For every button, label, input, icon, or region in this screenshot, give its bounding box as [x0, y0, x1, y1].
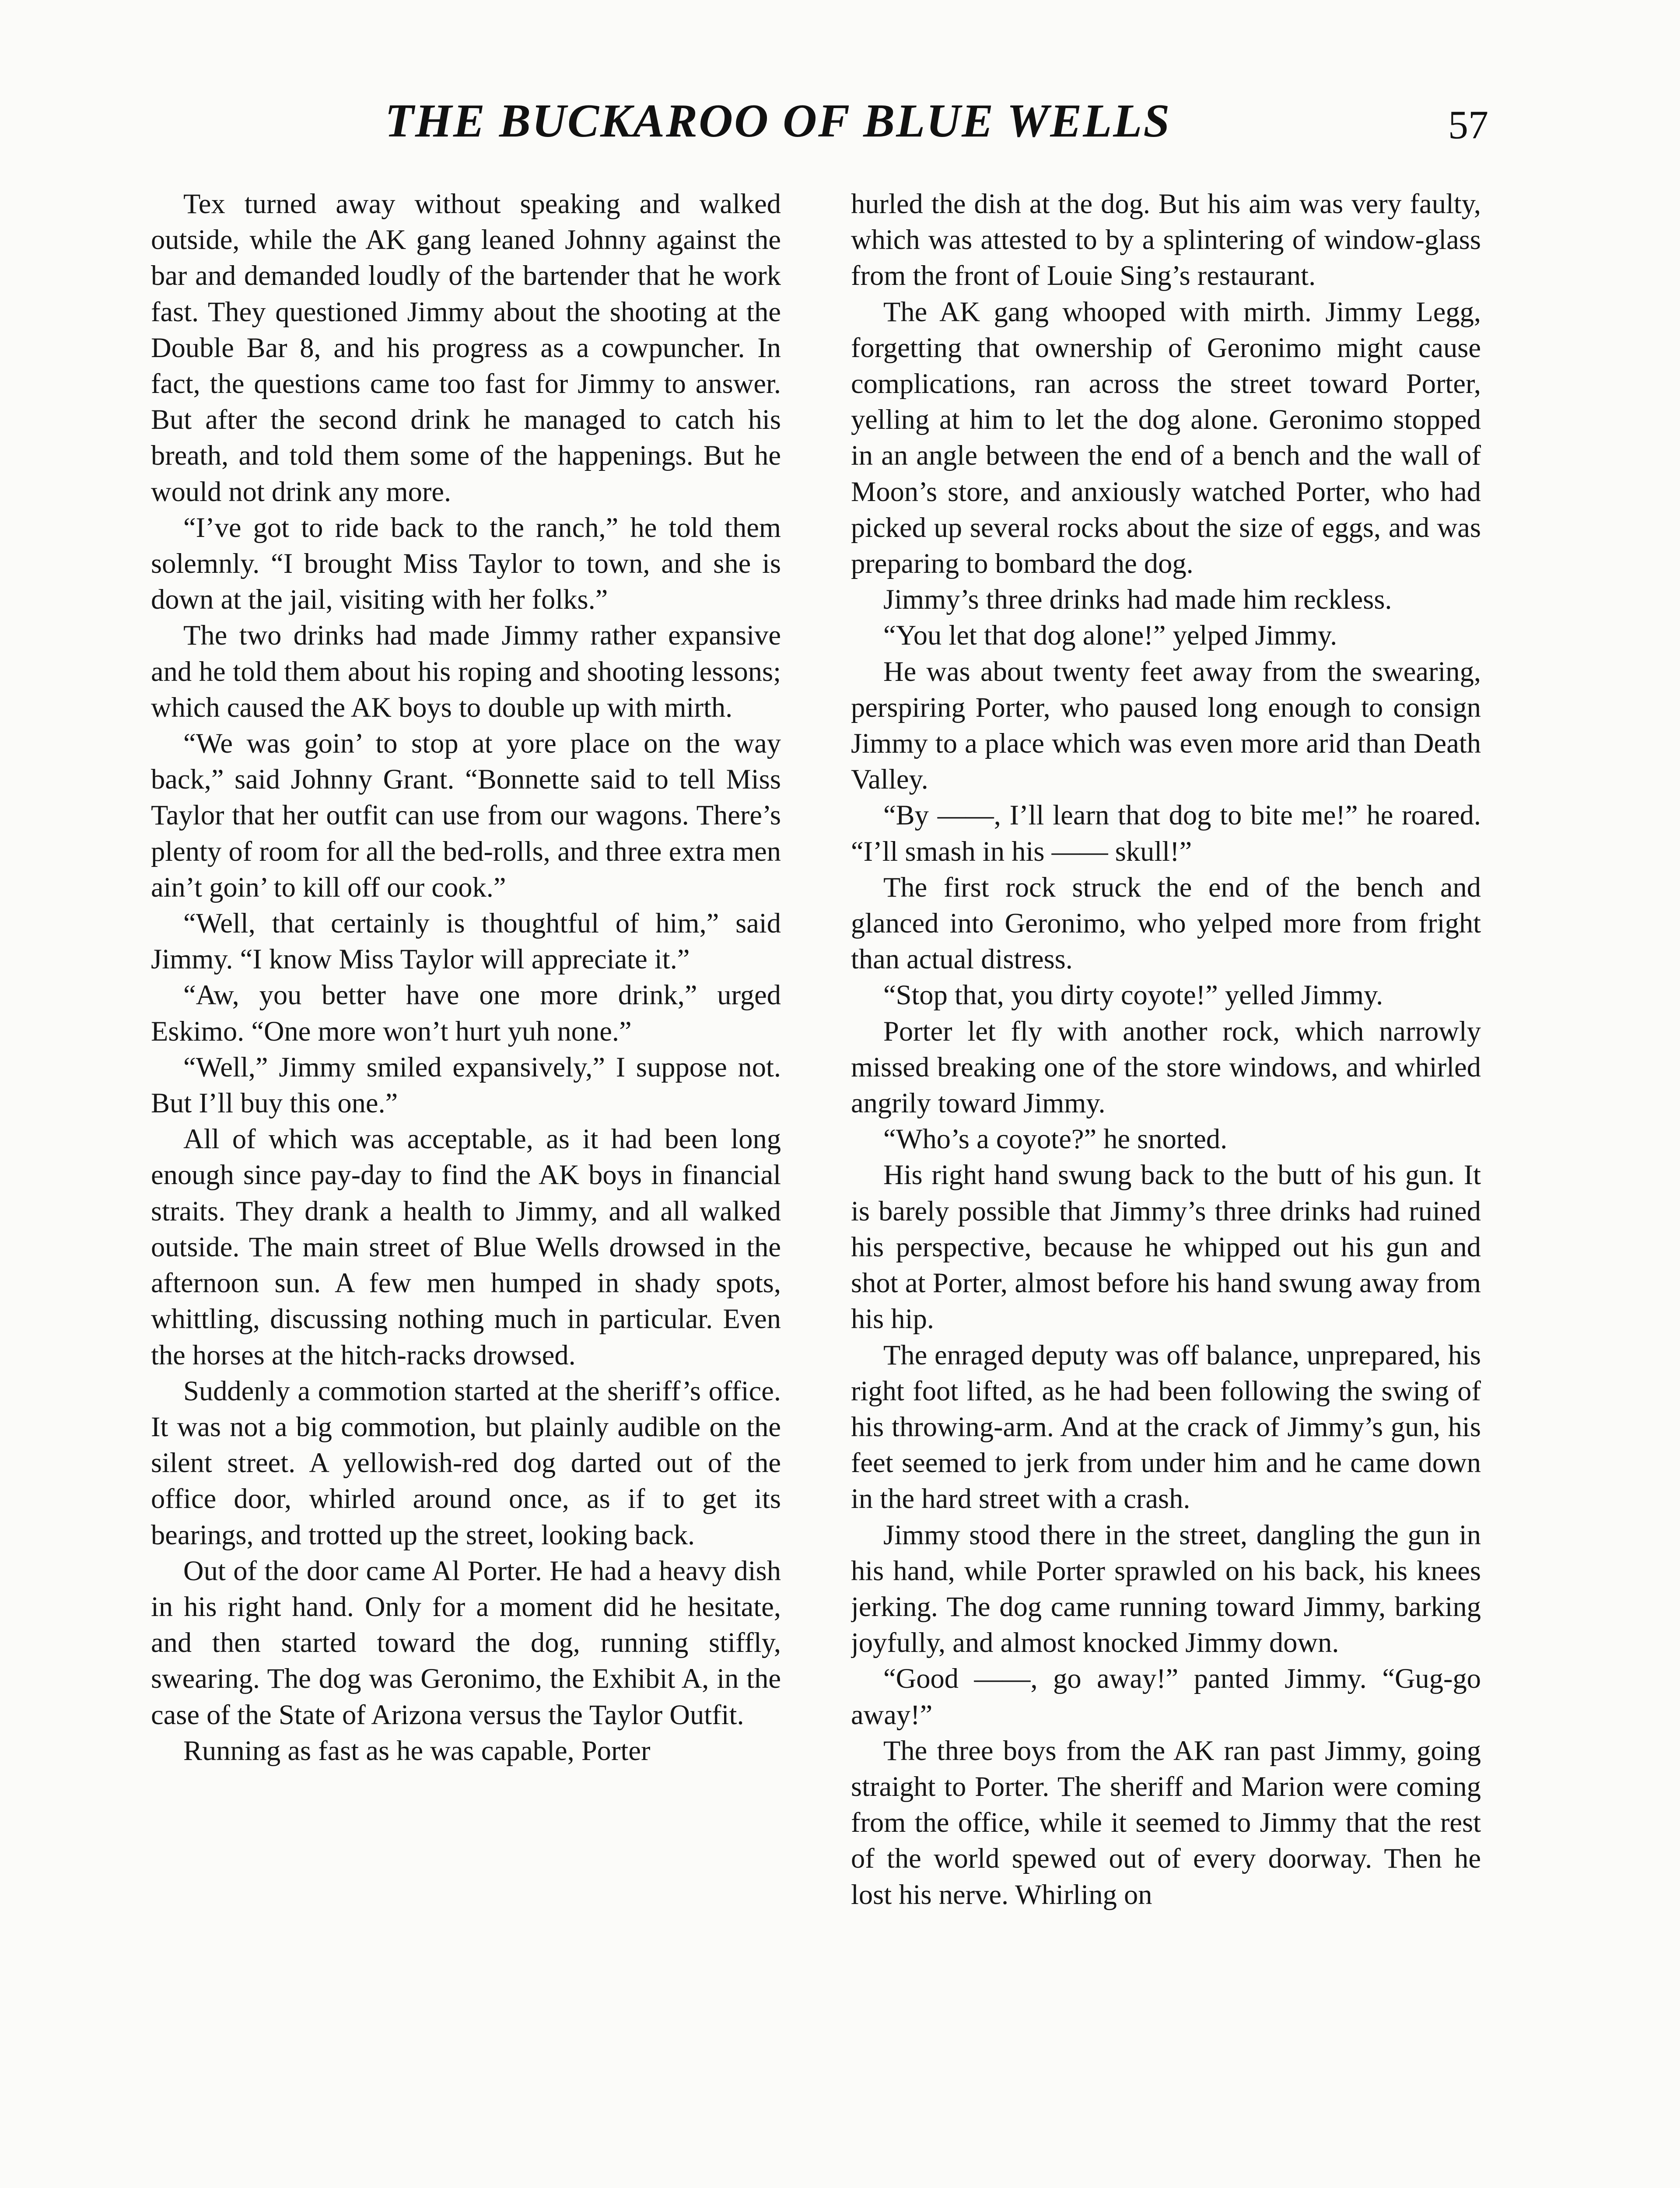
paragraph: Running as fast as he was capable, Porter: [183, 1735, 651, 1766]
paragraph: All of which was acceptable, as it had been long enough since pay-day to find the AK boys in financial straits. They drank a health to Jimmy, and all walked outside. The main street of Blue Wells drowsed in the afternoon sun. A few men humped in shady spots, whittling, discussing nothing much in particular. Even the horses at the hitch-racks drowsed.: [151, 1123, 781, 1371]
paragraph: The two drinks had made Jimmy rather expansive and he told them about his roping and shooting lessons; which caused the AK boys to double up with mirth.: [151, 620, 781, 723]
paragraph: Tex turned away without speaking and walked outside, while the AK gang leaned Johnny against the bar and demanded loudly of the bartender that he work fast. They questioned Jimmy about the shooting at the Double Bar 8, and his progress as a cowpuncher. In fact, the questions came too fast for Jimmy to answer. But after the second drink he managed to catch his breath, and told them some of the happenings. But he would not drink any more.: [151, 188, 781, 507]
right-column: [851, 186, 1481, 2188]
paragraph: “You let that dog alone!” yelped Jimmy.: [883, 620, 1337, 651]
paragraph: “We was goin’ to stop at yore place on the way back,” said Johnny Grant. “Bonnette said to tell Miss Taylor that her outfit can use from our wagons. There’s plenty of room for all the bed-rolls, and three extra men ain’t goin’ to kill off our cook.”: [151, 728, 781, 903]
paragraph: Suddenly a commotion started at the sheriff’s office. It was not a big commotion, but plainly audible on the silent street. A yellowish-red dog darted out of the office door, whirled around once, as if to get its bearings, and trotted up the street, looking back.: [151, 1375, 781, 1550]
paragraph: His right hand swung back to the butt of his gun. It is barely possible that Jimmy’s three drinks had ruined his perspective, because he whipped out his gun and shot at Porter, almost before his hand swung away from his hip.: [851, 1159, 1481, 1335]
left-column: [151, 186, 781, 2188]
page-number: 57: [1448, 102, 1488, 147]
paragraph: “Well,” Jimmy smiled expansively,” I suppose not. But I’ll buy this one.”: [151, 1051, 781, 1119]
paragraph: Jimmy stood there in the street, dangling the gun in his hand, while Porter sprawled on his back, his knees jerking. The dog came running toward Jimmy, barking joyfully, and almost knocked Jimmy down.: [851, 1519, 1481, 1659]
paragraph: The first rock struck the end of the bench and glanced into Geronimo, who yelped more from fright than actual distress.: [851, 871, 1481, 975]
paragraph: “Well, that certainly is thoughtful of him,” said Jimmy. “I know Miss Taylor will appreciate it.”: [151, 908, 781, 975]
paragraph: “Aw, you better have one more drink,” urged Eskimo. “One more won’t hurt yuh none.”: [151, 979, 781, 1047]
paragraph: The AK gang whooped with mirth. Jimmy Legg, forgetting that ownership of Geronimo might cause complications, ran across the street toward Porter, yelling at him to let the dog alone. Geronimo stopped in an angle between the end of a bench and the wall of Moon’s store, and anxiously watched Porter, who had picked up several rocks about the size of eggs, and was preparing to bombard the dog.: [851, 296, 1481, 579]
paragraph: “Good ——, go away!” panted Jimmy. “Gug-go away!”: [851, 1663, 1481, 1730]
paragraph: hurled the dish at the dog. But his aim was very faulty, which was attested to by a splintering of window-glass from the front of Louie Sing’s restaurant.: [851, 188, 1481, 291]
paragraph: Porter let fly with another rock, which narrowly missed breaking one of the store windows, and whirled angrily toward Jimmy.: [851, 1015, 1481, 1119]
paragraph: “I’ve got to ride back to the ranch,” he told them solemnly. “I brought Miss Taylor to town, and she is down at the jail, visiting with her folks.”: [151, 512, 781, 615]
paragraph: The three boys from the AK ran past Jimmy, going straight to Porter. The sheriff and Marion were coming from the office, while it seemed to Jimmy that the rest of the world spewed out of every doorway. Then he lost his nerve. Whirling on: [851, 1735, 1481, 1910]
running-title: THE BUCKAROO OF BLUE WELLS: [385, 95, 1171, 147]
paragraph: The enraged deputy was off balance, unprepared, his right foot lifted, as he had been following the swing of his throwing-arm. And at the crack of Jimmy’s gun, his feet seemed to jerk from under him and he came down in the hard street with a crash.: [851, 1339, 1481, 1515]
paragraph: Out of the door came Al Porter. He had a heavy dish in his right hand. Only for a moment did he hesitate, and then started toward the dog, running stiffly, swearing. The dog was Geronimo, the Exhibit A, in the case of the State of Arizona versus the Taylor Outfit.: [151, 1555, 781, 1730]
paragraph: “Who’s a coyote?” he snorted.: [883, 1123, 1228, 1155]
paragraph: “By ——, I’ll learn that dog to bite me!” he roared. “I’ll smash in his —— skull!”: [851, 799, 1481, 867]
paragraph: “Stop that, you dirty coyote!” yelled Jimmy.: [883, 979, 1383, 1011]
paragraph: Jimmy’s three drinks had made him reckless.: [883, 584, 1392, 615]
paragraph: He was about twenty feet away from the swearing, perspiring Porter, who paused long enough to consign Jimmy to a place which was even more arid than Death Valley.: [851, 656, 1481, 795]
